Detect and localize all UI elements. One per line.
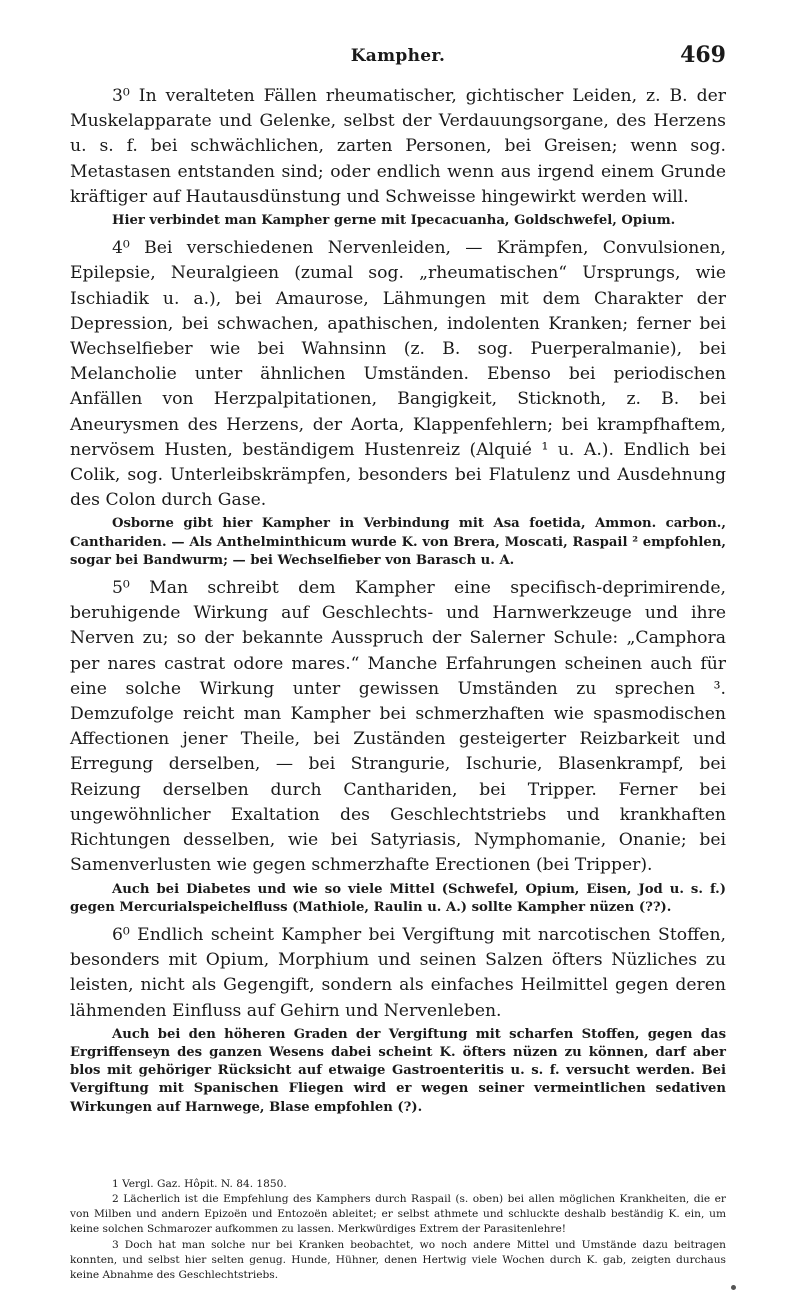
note-paragraph-6: Auch bei den höheren Graden der Vergiftung mit scharfen Stoffen, gegen das Ergriffenseyn des ganzen Wesens dabei scheint K. öfters nüzen zu können, darf aber blos mit gehöriger Rücksicht auf etwaige Gastroenteritis u. s. f. versucht werden. Bei Vergiftung mit Spanischen Fliegen wird er wegen seiner vermeintlichen sedativen Wirkungen auf Harnwege, Blase empfohlen (?). bbox=[70, 1026, 726, 1115]
footnote-3: 3 Doch hat man solche nur bei Kranken beobachtet, wo noch andere Mittel und Umstände dazu beitragen konnten, und selbst hier selten genug. Hunde, Hühner, denen Hertwig viele Wochen durch K. gab, zeigten durchaus keine Abnahme des Geschlechtstriebs. bbox=[70, 1238, 726, 1281]
page-header bbox=[70, 38, 726, 70]
book-page bbox=[70, 38, 726, 1283]
page-number: 469 bbox=[680, 42, 726, 68]
paragraph-6: 6⁰ Endlich scheint Kampher bei Vergiftung mit narcotischen Stoffen, besonders mit Opium, Morphium und seinen Salzen öfters Nüzliches zu leisten, nicht als Gegengift, sondern als einfaches Heilmittel gegen deren lähmenden Einfluss auf Gehirn und Nervenleben. bbox=[70, 924, 726, 1021]
running-head: Kampher. bbox=[350, 46, 446, 66]
note-paragraph-4: Osborne gibt hier Kampher in Verbindung mit Asa foetida, Ammon. carbon., Canthariden. — Als Anthelminthicum wurde K. von Brera, Moscati, Raspail ² empfohlen, sogar bei Bandwurm; — bei Wechselfieber von Barasch u. A. bbox=[70, 516, 726, 568]
footnotes bbox=[70, 1177, 726, 1283]
footnote-1: 1 Vergl. Gaz. Hôpit. N. 84. 1850. bbox=[112, 1177, 287, 1190]
page-mark-dot bbox=[731, 1285, 736, 1290]
note-paragraph-3: Hier verbindet man Kampher gerne mit Ipecacuanha, Goldschwefel, Opium. bbox=[112, 213, 676, 229]
footnote-2: 2 Lächerlich ist die Empfehlung des Kamphers durch Raspail (s. oben) bei allen möglichen Krankheiten, die er von Milben und andern Epizoën und Entozoën ableitet; er selbst athmete und schluckte deshalb beständig K. ein, um keine solchen Schmarozer aufkommen zu lassen. Merkwürdiges Extrem der Parasitenlehre! bbox=[70, 1192, 726, 1236]
paragraph-3: 3⁰ In veralteten Fällen rheumatischer, gichtischer Leiden, z. B. der Muskelapparate und Gelenke, selbst der Verdauungsorgane, des Herzens u. s. f. bei schwächlichen, zarten Personen, bei Greisen; wenn sog. Metastasen entstanden sind; oder endlich wenn aus irgend einem Grunde kräftiger auf Hautausdünstung und Schweisse hingewirkt werden will. bbox=[70, 86, 726, 207]
paragraph-5: 5⁰ Man schreibt dem Kampher eine specifisch-deprimirende, beruhigende Wirkung auf Geschlechts- und Harnwerkzeuge und ihre Nerven zu; so der bekannte Ausspruch der Salerner Schule: „Camphora per nares castrat odore mares.“ Manche Erfahrungen scheinen auch für eine solche Wirkung unter gewissen Umständen zu sprechen ³. Demzufolge reicht man Kampher bei schmerzhaften wie spasmodischen Affectionen jener Theile, bei Zuständen gesteigerter Reizbarkeit und Erregung derselben, — bei Strangurie, Ischurie, Blasenkrampf, bei Reizung derselben durch Canthariden, bei Tripper. Ferner bei ungewöhnlicher Exaltation des Geschlechtstriebs und krankhaften Richtungen desselben, wie bei Satyriasis, Nymphomanie, Onanie; bei Samenverlusten wie gegen schmerzhafte Erectionen (bei Tripper). bbox=[70, 578, 726, 876]
paragraph-4: 4⁰ Bei verschiedenen Nervenleiden, — Krämpfen, Convulsionen, Epilepsie, Neuralgieen (zumal sog. „rheumatischen“ Ursprungs, wie Ischiadik u. a.), bei Amaurose, Lähmungen mit dem Charakter der Depression, bei schwachen, apathischen, indolenten Kranken; ferner bei Wechselfieber wie bei Wahnsinn (z. B. sog. Puerperalmanie), bei Melancholie unter ähnlichen Umständen. Ebenso bei periodischen Anfällen von Herzpalpitationen, Bangigkeit, Sticknoth, z. B. bei Aneurysmen des Herzens, der Aorta, Klappenfehlern; bei krampfhaftem, nervösem Husten, beständigem Hustenreiz (Alquié ¹ u. A.). Endlich bei Colik, sog. Unterleibskrämpfen, besonders bei Flatulenz und Ausdehnung des Colon durch Gase. bbox=[70, 238, 726, 511]
note-paragraph-5: Auch bei Diabetes und wie so viele Mittel (Schwefel, Opium, Eisen, Jod u. s. f.) gegen Mercurialspeichelfluss (Mathiole, Raulin u. A.) sollte Kampher nüzen (??). bbox=[70, 881, 726, 915]
page-body bbox=[70, 84, 726, 1117]
